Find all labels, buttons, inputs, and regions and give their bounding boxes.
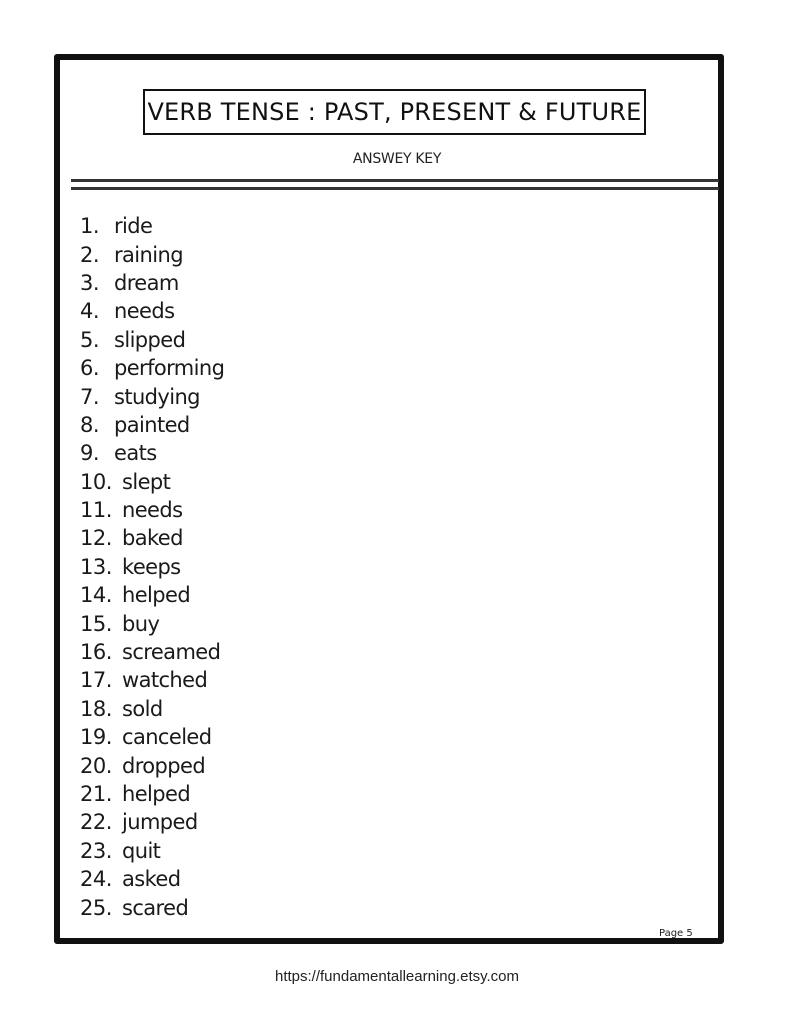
answer-word: screamed <box>122 640 221 665</box>
list-item <box>80 468 224 496</box>
list-item <box>80 893 224 921</box>
answer-number: 17. <box>80 668 112 693</box>
answer-word: performing <box>114 356 225 381</box>
answer-number: 9. <box>80 441 100 466</box>
answer-number: 13. <box>80 554 112 579</box>
answer-word: buy <box>122 611 160 636</box>
list-item <box>80 553 224 581</box>
answer-number: 12. <box>80 526 112 551</box>
list-item <box>80 609 224 637</box>
footer-url: https://fundamentallearning.etsy.com <box>274 968 520 985</box>
page-subtitle: ANSWEY KEY <box>352 151 442 167</box>
list-item <box>80 808 224 836</box>
answer-number: 7. <box>80 384 100 409</box>
answer-number: 6. <box>80 356 100 381</box>
answer-word: helped <box>122 782 191 806</box>
answer-word: needs <box>114 299 175 324</box>
answer-word: baked <box>122 526 183 551</box>
answer-number: 20. <box>80 753 112 778</box>
answer-word: slipped <box>114 327 186 352</box>
answer-word: eats <box>114 441 157 466</box>
answer-word: watched <box>122 668 208 693</box>
answer-number: 4. <box>80 299 100 324</box>
answer-number: 3. <box>80 270 100 295</box>
list-item <box>80 695 224 723</box>
answer-word: helped <box>122 583 191 608</box>
list-item <box>80 638 224 666</box>
answer-number: 23. <box>80 838 112 863</box>
answer-number: 19. <box>80 725 112 750</box>
answer-number: 2. <box>80 242 100 267</box>
answer-word: ride <box>114 214 153 239</box>
answer-number: 8. <box>80 412 100 437</box>
answer-word: needs <box>122 498 183 523</box>
answer-word: slept <box>122 469 171 494</box>
list-item <box>80 496 224 524</box>
answer-word: dream <box>114 270 179 295</box>
answer-word: scared <box>122 895 189 920</box>
answer-list <box>80 212 224 922</box>
answer-word: dropped <box>122 753 206 778</box>
answer-number: 16. <box>80 640 112 665</box>
answer-number: 1. <box>80 214 100 239</box>
list-item <box>80 581 224 609</box>
answer-word: asked <box>122 867 181 892</box>
list-item <box>80 411 224 439</box>
answer-word: sold <box>122 696 163 721</box>
answer-word: quit <box>122 838 161 863</box>
answer-word: studying <box>114 384 200 409</box>
answer-number: 21. <box>80 782 112 806</box>
list-item <box>80 212 224 240</box>
answer-number: 14. <box>80 583 112 608</box>
header-divider <box>71 179 719 190</box>
list-item <box>80 297 224 325</box>
list-item <box>80 780 224 808</box>
list-item <box>80 751 224 779</box>
page-title: VERB TENSE : PAST, PRESENT & FUTURE <box>143 89 646 135</box>
list-item <box>80 524 224 552</box>
list-item <box>80 439 224 467</box>
list-item <box>80 354 224 382</box>
list-item <box>80 865 224 893</box>
list-item <box>80 382 224 410</box>
answer-word: keeps <box>122 554 181 579</box>
answer-word: jumped <box>122 810 198 835</box>
answer-word: raining <box>114 242 183 267</box>
list-item <box>80 723 224 751</box>
list-item <box>80 326 224 354</box>
list-item <box>80 269 224 297</box>
list-item <box>80 837 224 865</box>
answer-number: 22. <box>80 810 112 835</box>
list-item <box>80 666 224 694</box>
page-number: Page 5 <box>659 928 693 939</box>
answer-number: 18. <box>80 696 112 721</box>
answer-number: 11. <box>80 498 112 523</box>
answer-number: 24. <box>80 867 112 892</box>
answer-number: 25. <box>80 895 112 920</box>
list-item <box>80 240 224 268</box>
answer-word: canceled <box>122 725 212 750</box>
answer-number: 5. <box>80 327 100 352</box>
answer-number: 15. <box>80 611 112 636</box>
answer-word: painted <box>114 412 190 437</box>
answer-number: 10. <box>80 469 112 494</box>
